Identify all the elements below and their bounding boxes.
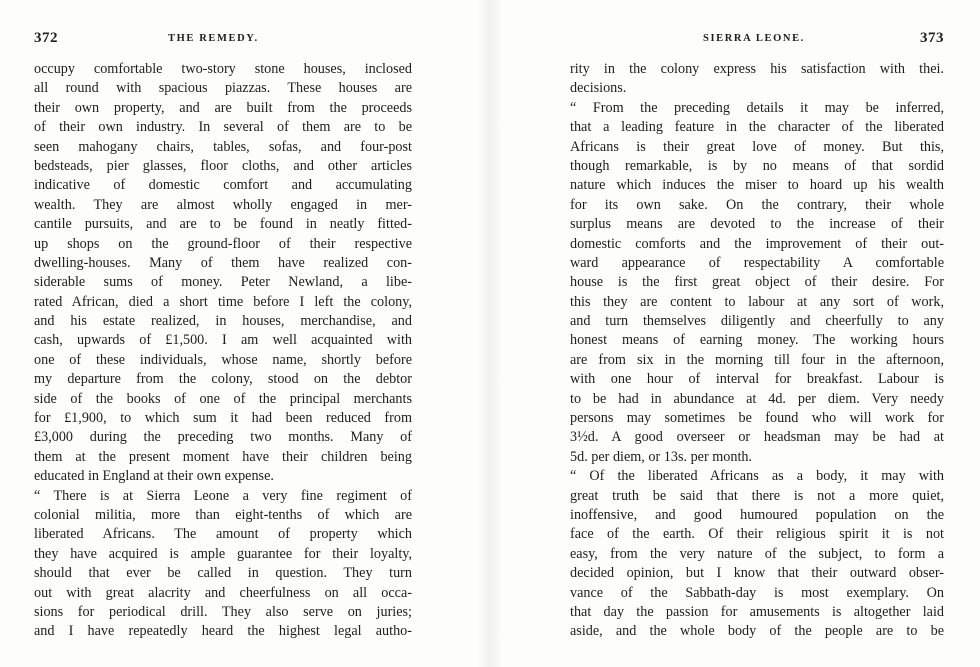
text-line: 3½d. A good overseer or headsman may be had at bbox=[570, 429, 944, 446]
text-line: side of the books of one of the principal merchants bbox=[34, 390, 412, 407]
text-line: domestic comforts and the improvement of their out- bbox=[570, 235, 944, 252]
text-line: my departure from the colony, stood on the debtor bbox=[34, 371, 412, 388]
text-line: educated in England at their own expense. bbox=[34, 468, 274, 485]
text-line: that a leading feature in the character of the liberated bbox=[570, 119, 944, 136]
text-line: them at the present moment have their children being bbox=[34, 448, 412, 465]
text-line: indicative of domestic comfort and accumulating bbox=[34, 177, 412, 194]
text-line: “ There is at Sierra Leone a very fine regiment of bbox=[34, 487, 412, 504]
text-line: 5d. per diem, or 13s. per month. bbox=[570, 448, 753, 465]
text-line: dwelling-houses. Many of them have realized con- bbox=[34, 254, 412, 271]
left-running-head bbox=[34, 30, 412, 50]
text-line: this they are content to labour at any sort of work, bbox=[570, 293, 944, 310]
text-line: honest means of earning money. The working hours bbox=[570, 332, 944, 349]
text-line: rated African, died a short time before I left the colony, bbox=[34, 293, 412, 310]
text-line: house is the first great object of their desire. For bbox=[570, 274, 944, 291]
book-gutter bbox=[478, 0, 502, 667]
text-line: “ From the preceding details it may be inferred, bbox=[570, 99, 944, 116]
text-line: face of the earth. Of their religious spirit it is not bbox=[570, 526, 944, 543]
text-line: all round with spacious piazzas. These houses are bbox=[34, 80, 412, 97]
right-page-number: 373 bbox=[920, 30, 944, 46]
text-line: should that ever be called in question. They turn bbox=[34, 565, 412, 582]
text-line: their own property, and are built from the proceeds bbox=[34, 99, 412, 116]
text-line: though remarkable, is by no means of that sordid bbox=[570, 157, 944, 174]
text-line: surplus means are devoted to the increase of their bbox=[570, 216, 944, 233]
text-line: wealth. They are almost wholly engaged in mer- bbox=[34, 196, 412, 213]
text-line: easy, from the very nature of the subject, to form a bbox=[570, 545, 944, 562]
text-line: and his estate realized, in houses, merchandise, and bbox=[34, 313, 412, 330]
text-line: decided opinion, but I know that their outward obser- bbox=[570, 565, 944, 582]
text-line: up shops on the ground-floor of their respective bbox=[34, 235, 412, 252]
text-line: inoffensive, and good humoured population on the bbox=[570, 506, 944, 523]
text-line: out with great alacrity and cheerfulness on all occa- bbox=[34, 584, 412, 601]
text-line: vance of the Sabbath-day is most exemplary. On bbox=[570, 584, 944, 601]
text-line: nature which induces the miser to hoard up his wealth bbox=[570, 177, 944, 194]
text-line: bedsteads, pier glasses, floor cloths, and other articles bbox=[34, 157, 412, 174]
text-line: rity in the colony express his satisfaction with thei. bbox=[570, 61, 944, 77]
right-running-head bbox=[570, 30, 944, 50]
right-running-title: SIERRA LEONE. bbox=[703, 33, 805, 44]
text-line: persons may sometimes be found who will work for bbox=[570, 410, 944, 427]
text-line: and I have repeatedly heard the highest legal autho- bbox=[34, 623, 412, 640]
right-page bbox=[500, 0, 980, 667]
text-line: colonial militia, more than eight-tenths of which are bbox=[34, 506, 412, 523]
text-line: cash, upwards of £1,500. I am well acquainted with bbox=[34, 332, 412, 349]
text-line: cantile pursuits, and are to be found in neatly fitted- bbox=[34, 216, 412, 233]
text-line: seen mahogany chairs, tables, sofas, and four-post bbox=[34, 138, 412, 155]
text-line: occupy comfortable two-story stone houses, inclosed bbox=[34, 61, 412, 77]
text-line: decisions. bbox=[570, 80, 627, 97]
text-line: aside, and the whole body of the people are to be bbox=[570, 623, 944, 640]
text-line: for its own sake. On the contrary, their whole bbox=[570, 196, 944, 213]
text-line: to be had in abundance at 4d. per diem. Very needy bbox=[570, 390, 944, 407]
text-line: ward appearance of respectability A comfortable bbox=[570, 254, 944, 271]
text-line: “ Of the liberated Africans as a body, it may with bbox=[570, 468, 944, 485]
text-line: liberated Africans. The amount of property which bbox=[34, 526, 412, 543]
left-running-title: THE REMEDY. bbox=[168, 33, 259, 44]
text-line: that day the passion for amusements is altogether laid bbox=[570, 603, 944, 620]
right-body-text bbox=[570, 60, 944, 642]
text-line: Africans is their great love of money. But this, bbox=[570, 138, 944, 155]
text-line: great truth be said that there is not a more quiet, bbox=[570, 487, 944, 504]
text-line: for £1,900, to which sum it had been reduced from bbox=[34, 410, 412, 427]
left-page-number: 372 bbox=[34, 30, 58, 46]
text-line: one of these individuals, whose name, shortly before bbox=[34, 351, 412, 368]
text-line: of their own industry. In several of them are to be bbox=[34, 119, 412, 136]
text-line: £3,000 during the preceding two months. Many of bbox=[34, 429, 412, 446]
text-line: sions for periodical drill. They also serve on juries; bbox=[34, 603, 412, 620]
left-page bbox=[0, 0, 480, 667]
text-line: with one hour of interval for breakfast. Labour is bbox=[570, 371, 944, 388]
text-line: siderable sums of money. Peter Newland, a libe- bbox=[34, 274, 412, 291]
text-line: they have acquired is ample guarantee for their loyalty, bbox=[34, 545, 412, 562]
text-line: are from six in the morning till four in the afternoon, bbox=[570, 351, 944, 368]
text-line: and turn themselves diligently and cheerfully to any bbox=[570, 313, 944, 330]
left-body-text bbox=[34, 60, 412, 642]
